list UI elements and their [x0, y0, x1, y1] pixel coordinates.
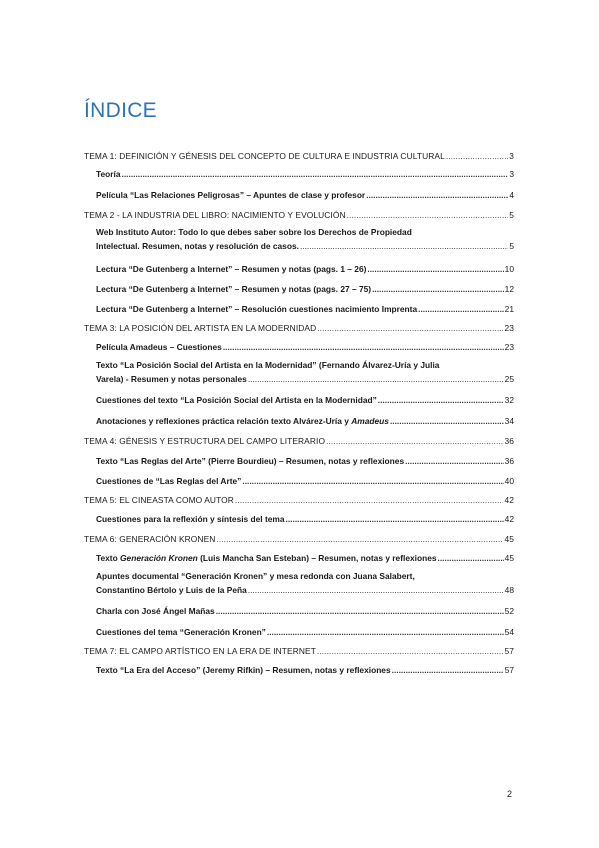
toc-entry[interactable]: TEMA 6: GENERACIÓN KRONEN ..... 45	[84, 534, 514, 544]
toc-entry[interactable]: Apuntes documental “Generación Kronen” y mesa redonda con Juana Salabert, Constantino Bértolo y Luis de la Peña ..... 48	[96, 570, 514, 597]
toc-entry[interactable]: Anotaciones y reflexiones práctica relación texto Alvárez-Uría y Amadeus ..... 34	[96, 416, 514, 426]
toc-entry[interactable]: TEMA 5: EL CINEASTA COMO AUTOR ..... 42	[84, 495, 514, 505]
toc-entry[interactable]: TEMA 1: DEFINICIÓN Y GÉNESIS DEL CONCEPTO DE CULTURA E INDUSTRIA CULTURAL ..... 3	[84, 151, 514, 161]
toc-entry[interactable]: Texto “La Era del Acceso” (Jeremy Rifkin) – Resumen, notas y reflexiones ..... 57	[96, 665, 514, 675]
toc-entry[interactable]: Película “Las Relaciones Peligrosas” – Apuntes de clase y profesor ..... 4	[96, 190, 514, 200]
toc-entry[interactable]: TEMA 3: LA POSICIÓN DEL ARTISTA EN LA MODERNIDAD ..... 23	[84, 323, 514, 333]
toc-entry[interactable]: Teoría ..... 3	[96, 169, 514, 179]
toc-entry[interactable]: TEMA 4: GÉNESIS Y ESTRUCTURA DEL CAMPO LITERARIO ..... 36	[84, 436, 514, 446]
toc-entry[interactable]: Cuestiones del texto “La Posición Social del Artista en la Modernidad” ..... 32	[96, 395, 514, 405]
toc-entry[interactable]: Cuestiones del tema “Generación Kronen” ..... 54	[96, 627, 514, 637]
toc-entry[interactable]: Web Instituto Autor: Todo lo que debes saber sobre los Derechos de Propiedad Intelectual. Resumen, notas y resolución de casos. ..... 5	[96, 226, 514, 253]
page-title: ÍNDICE	[84, 99, 157, 122]
toc-entry[interactable]: TEMA 2 - LA INDUSTRIA DEL LIBRO: NACIMIENTO Y EVOLUCIÓN ..... 5	[84, 210, 514, 220]
toc-entry[interactable]: Cuestiones de “Las Reglas del Arte” ..... 40	[96, 476, 514, 486]
toc-entry[interactable]: Texto Generación Kronen (Luis Mancha San Esteban) – Resumen, notas y reflexiones ..... 45	[96, 553, 514, 563]
toc-entry[interactable]: Charla con José Ángel Mañas ..... 52	[96, 606, 514, 616]
toc-entry[interactable]: Lectura “De Gutenberg a Internet” – Resumen y notas (pags. 27 – 75) ..... 12	[96, 284, 514, 294]
toc-entry[interactable]: Texto “Las Reglas del Arte” (Pierre Bourdieu) – Resumen, notas y reflexiones ..... 36	[96, 456, 514, 466]
toc-entry[interactable]: Lectura “De Gutenberg a Internet” – Resolución cuestiones nacimiento Imprenta ..... 21	[96, 304, 514, 314]
toc-entry[interactable]: TEMA 7: EL CAMPO ARTÍSTICO EN LA ERA DE INTERNET ..... 57	[84, 646, 514, 656]
toc-entry[interactable]: Lectura “De Gutenberg a Internet” – Resumen y notas (pags. 1 – 26) ..... 10	[96, 264, 514, 274]
toc-entry[interactable]: Texto “La Posición Social del Artista en la Modernidad” (Fernando Álvarez-Uría y Julia Varela) - Resumen y notas personales ..... 25	[96, 359, 514, 386]
page-number: 2	[507, 789, 513, 799]
toc-entry[interactable]: Película Amadeus – Cuestiones ..... 23	[96, 342, 514, 352]
toc-entry[interactable]: Cuestiones para la reflexión y síntesis del tema ..... 42	[96, 514, 514, 524]
